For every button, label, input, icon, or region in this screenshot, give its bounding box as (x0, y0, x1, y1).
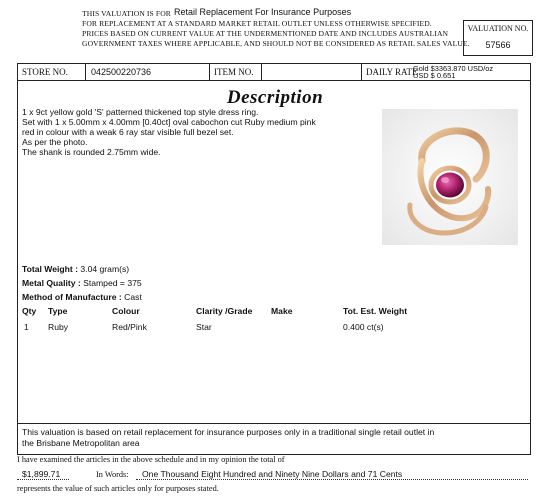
description-line: Set with 1 x 5.00mm x 4.00mm [0.40ct] oval cabochon cut Ruby medium pink (22, 117, 316, 127)
table-cell-qty: 1 (24, 322, 29, 332)
header-line-2: FOR REPLACEMENT AT A STANDARD MARKET RETAIL OUTLET UNLESS OTHERWISE SPECIFIED. (82, 19, 432, 28)
total-weight-label: Total Weight : (22, 264, 79, 274)
total-amount: $1,899.71 (22, 469, 61, 479)
description-line: 1 x 9ct yellow gold 'S' patterned thickened top style dress ring. (22, 107, 259, 117)
table-cell-weight: 0.400 ct(s) (343, 322, 384, 332)
daily-rate-values (413, 65, 493, 79)
col-header-weight: Tot. Est. Weight (343, 306, 408, 316)
header-line-4: GOVERNMENT TAXES WHERE APPLICABLE, AND SHOULD NOT BE CONSIDERED AS RETAIL SALES VALUE. (82, 39, 470, 48)
in-words-value: One Thousand Eight Hundred and Ninety Nine Dollars and 71 Cents (142, 469, 403, 479)
metal-quality-label: Metal Quality : (22, 278, 81, 288)
valuation-number: 57566 (485, 40, 511, 50)
usd-rate: USD $ 0.651 (413, 71, 456, 80)
table-cell-type: Ruby (48, 322, 69, 332)
table-cell-clarity: Star (196, 322, 212, 332)
store-no-value: 042500220736 (86, 64, 210, 80)
manufacture-method (22, 292, 142, 302)
store-no-label: STORE NO. (18, 64, 86, 80)
manufacture-method-label: Method of Manufacture : (22, 292, 122, 302)
valuation-note-line-1: This valuation is based on retail replacement for insurance purposes only in a traditional single retail outlet in (22, 427, 435, 437)
ring-illustration (382, 109, 518, 245)
valuation-number-box (463, 20, 533, 56)
daily-rate-label: DAILY RATE (366, 67, 418, 77)
total-weight-value: 3.04 gram(s) (80, 264, 130, 274)
item-no-label: ITEM NO. (210, 64, 262, 80)
col-header-colour: Colour (112, 306, 140, 316)
valuation-note-line-2: the Brisbane Metropolitan area (22, 438, 140, 448)
header-prefix: THIS VALUATION IS FOR (82, 9, 171, 18)
col-header-type: Type (48, 306, 68, 316)
represents-statement: represents the value of such articles only for purposes stated. (17, 484, 219, 493)
description-title: Description (226, 87, 324, 108)
col-header-qty: Qty (22, 306, 37, 316)
description-line: The shank is rounded 2.75mm wide. (22, 147, 161, 157)
valuation-purpose: Retail Replacement For Insurance Purposes (174, 7, 352, 17)
col-header-make: Make (271, 306, 293, 316)
examined-statement: I have examined the articles in the above schedule and in my opinion the total of (17, 455, 285, 464)
total-amount-line (17, 479, 69, 480)
total-weight (22, 264, 129, 274)
valuation-number-label: VALUATION NO. (467, 24, 529, 33)
metal-quality-value: Stamped = 375 (83, 278, 142, 288)
table-cell-colour: Red/Pink (112, 322, 147, 332)
description-line: As per the photo. (22, 137, 88, 147)
in-words-label: In Words: (96, 470, 129, 479)
gold-rate: Gold $3363.870 USD/oz (413, 64, 494, 73)
ring-photo (382, 109, 518, 245)
header-line-3: PRICES BASED ON CURRENT VALUE AT THE UNDERMENTIONED DATE AND INCLUDES AUSTRALIAN (82, 29, 449, 38)
col-header-clarity: Clarity /Grade (196, 306, 253, 316)
store-info-row (17, 63, 531, 81)
manufacture-method-value: Cast (124, 292, 142, 302)
description-line: red in colour with a weak 6 ray star visible full bezel set. (22, 127, 234, 137)
item-no-value (262, 64, 362, 80)
in-words-line (136, 479, 528, 480)
metal-quality (22, 278, 142, 288)
